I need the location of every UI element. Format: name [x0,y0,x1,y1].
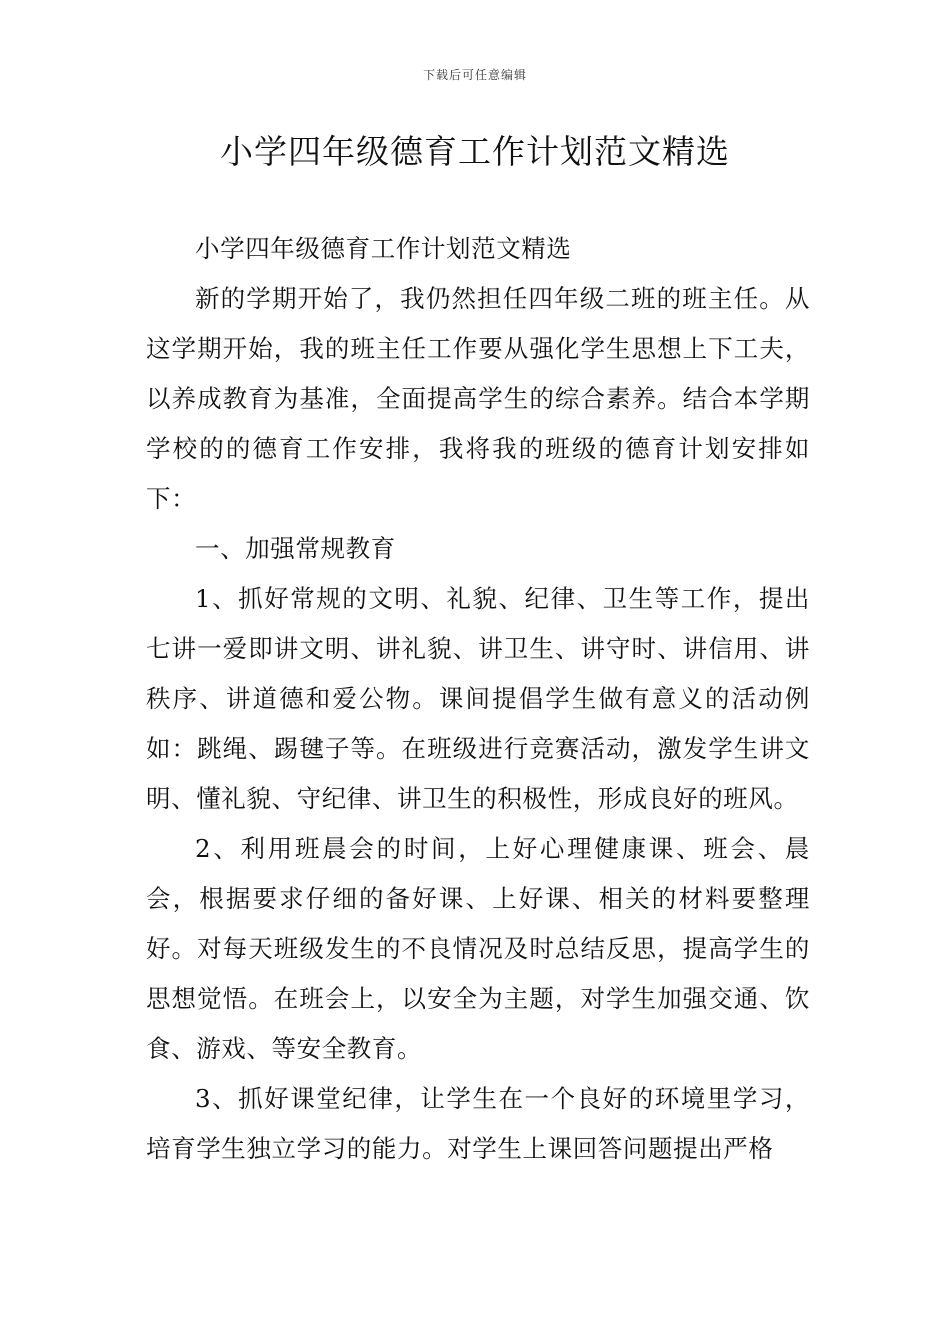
paragraph-subtitle: 小学四年级德育工作计划范文精选 [195,234,572,263]
paragraph-intro: 新的学期开始了，我仍然担任四年级二班的班主任。从这学期开始，我的班主任工作要从强化学生思想上下工夫，以养成教育为基准，全面提高学生的综合素养。结合本学期学校的的德育工作安排，我将我的班级的德育计划安排如下： [146,284,810,513]
section-heading: 一、加强常规教育 [195,534,396,563]
paragraph-item-3: 3、抓好课堂纪律，让学生在一个良好的环境里学习，培育学生独立学习的能力。对学生上课回答问题提出严格 [146,1084,810,1163]
document-body [146,224,810,1174]
paragraph-item-2: 2、利用班晨会的时间，上好心理健康课、班会、晨会，根据要求仔细的备好课、上好课、相关的材料要整理好。对每天班级发生的不良情况及时总结反思，提高学生的思想觉悟。在班会上，以安全为主题，对学生加强交通、饮食、游戏、等安全教育。 [146,834,810,1063]
paragraph-item-1: 1、抓好常规的文明、礼貌、纪律、卫生等工作，提出七讲一爱即讲文明、讲礼貌、讲卫生、讲守时、讲信用、讲秩序、讲道德和爱公物。课间提倡学生做有意义的活动例如：跳绳、踢毽子等。在班级进行竞赛活动，激发学生讲文明、懂礼貌、守纪律、讲卫生的积极性，形成良好的班风。 [146,584,810,813]
document-title: 小学四年级德育工作计划范文精选 [220,132,730,171]
header-note: 下载后可任意编辑 [422,68,527,82]
